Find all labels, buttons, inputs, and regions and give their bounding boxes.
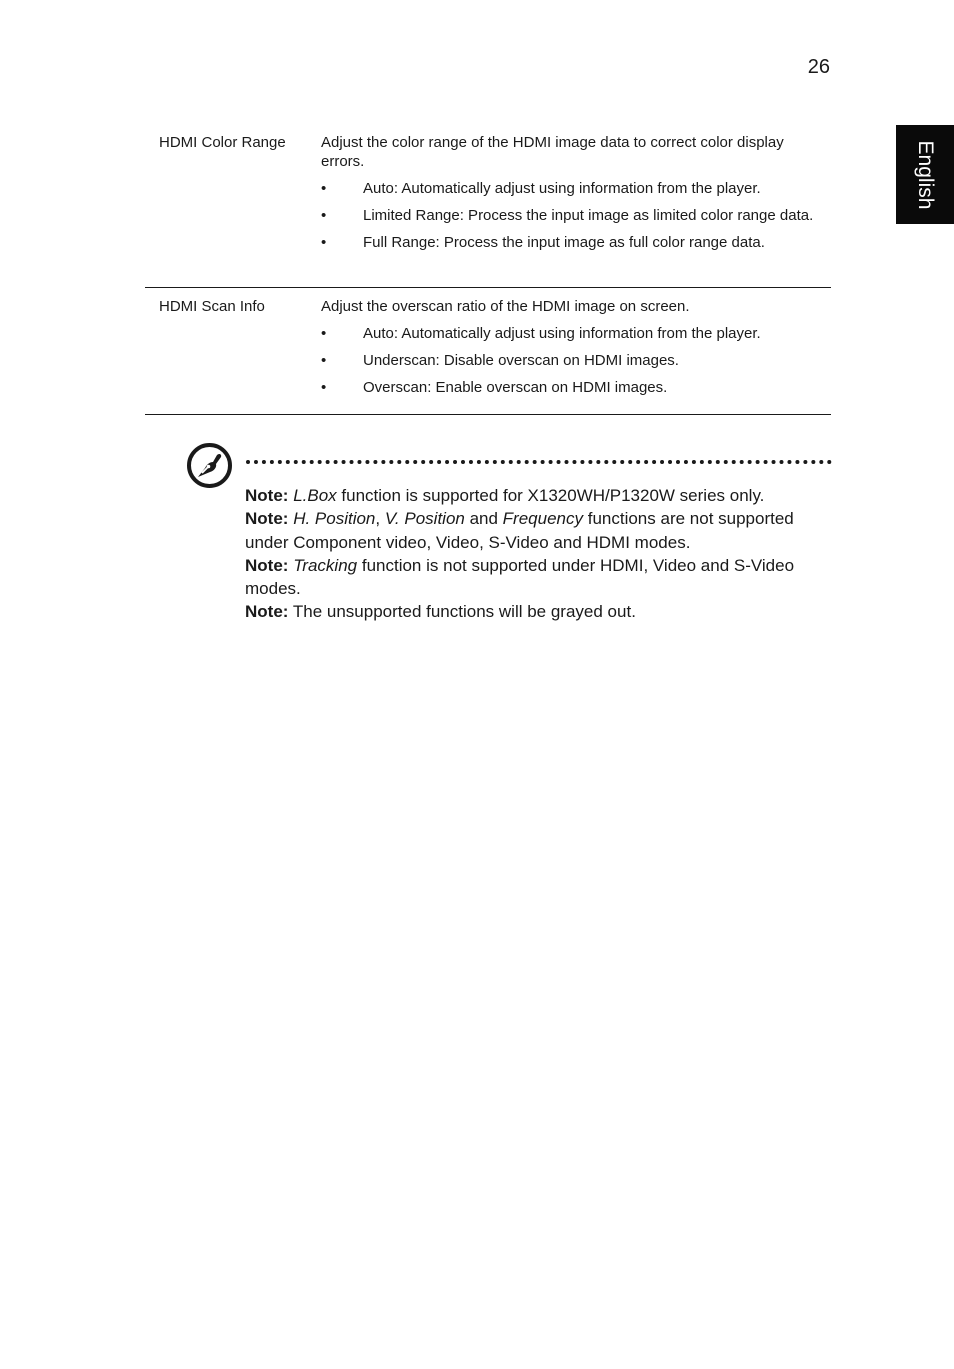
note-pen-icon [186, 442, 233, 489]
list-item-text: Auto: Automatically adjust using information from the player. [363, 180, 761, 197]
setting-name: HDMI Scan Info [159, 298, 265, 315]
note-term: Frequency [502, 509, 583, 529]
note-text: function is supported for X1320WH/P1320W series only. [336, 486, 765, 505]
note-term: Tracking [293, 555, 358, 575]
table-row [145, 124, 831, 288]
note-paragraph [245, 600, 820, 623]
note-divider [246, 460, 832, 464]
list-item-text: Full Range: Process the input image as full color range data. [363, 234, 765, 251]
list-item-text: Underscan: Disable overscan on HDMI images. [363, 352, 679, 369]
list-item-text: Overscan: Enable overscan on HDMI images. [363, 379, 668, 396]
list-item [321, 233, 821, 252]
note-term: L.Box [293, 486, 337, 505]
note-separator: and [464, 509, 503, 529]
note-label: Note: [245, 509, 289, 529]
note-paragraph [245, 554, 820, 601]
bullet-icon: • [321, 207, 327, 224]
option-list [321, 179, 821, 252]
bullet-icon: • [321, 234, 327, 251]
list-item [321, 324, 821, 343]
language-tab [896, 125, 954, 224]
note-term: H. Position [293, 509, 376, 529]
note-label: Note: [245, 486, 289, 505]
notes-section [245, 484, 820, 624]
note-text: functions are not supported under Component video, Video, S-Video and HDMI modes. [245, 509, 794, 552]
note-label: Note: [245, 602, 289, 622]
settings-table [145, 124, 831, 415]
list-item [321, 351, 821, 370]
note-term: V. Position [384, 509, 465, 529]
note-paragraph [245, 484, 820, 507]
page-number: 26 [807, 56, 830, 78]
table-row [145, 288, 831, 415]
list-item [321, 206, 821, 225]
description-text: Adjust the overscan ratio of the HDMI image on screen. [321, 298, 690, 315]
list-item-text: Limited Range: Process the input image as limited color range data. [363, 207, 814, 224]
note-text: function is not supported under HDMI, Video and S-Video modes. [245, 555, 795, 599]
list-item [321, 378, 821, 397]
note-paragraph [245, 507, 820, 554]
note-label: Note: [245, 555, 289, 575]
description-text: Adjust the color range of the HDMI image data to correct color display errors. [321, 134, 784, 170]
option-list [321, 324, 821, 397]
list-item [321, 179, 821, 198]
setting-name: HDMI Color Range [159, 134, 286, 151]
note-text: The unsupported functions will be grayed out. [288, 602, 636, 622]
bullet-icon: • [321, 325, 327, 342]
setting-description [321, 133, 821, 252]
list-item-text: Auto: Automatically adjust using information from the player. [363, 325, 761, 342]
bullet-icon: • [321, 352, 327, 369]
bullet-icon: • [321, 180, 327, 197]
setting-description [321, 297, 821, 397]
note-separator: , [375, 509, 385, 529]
bullet-icon: • [321, 379, 327, 396]
language-tab-label: English [914, 140, 937, 210]
